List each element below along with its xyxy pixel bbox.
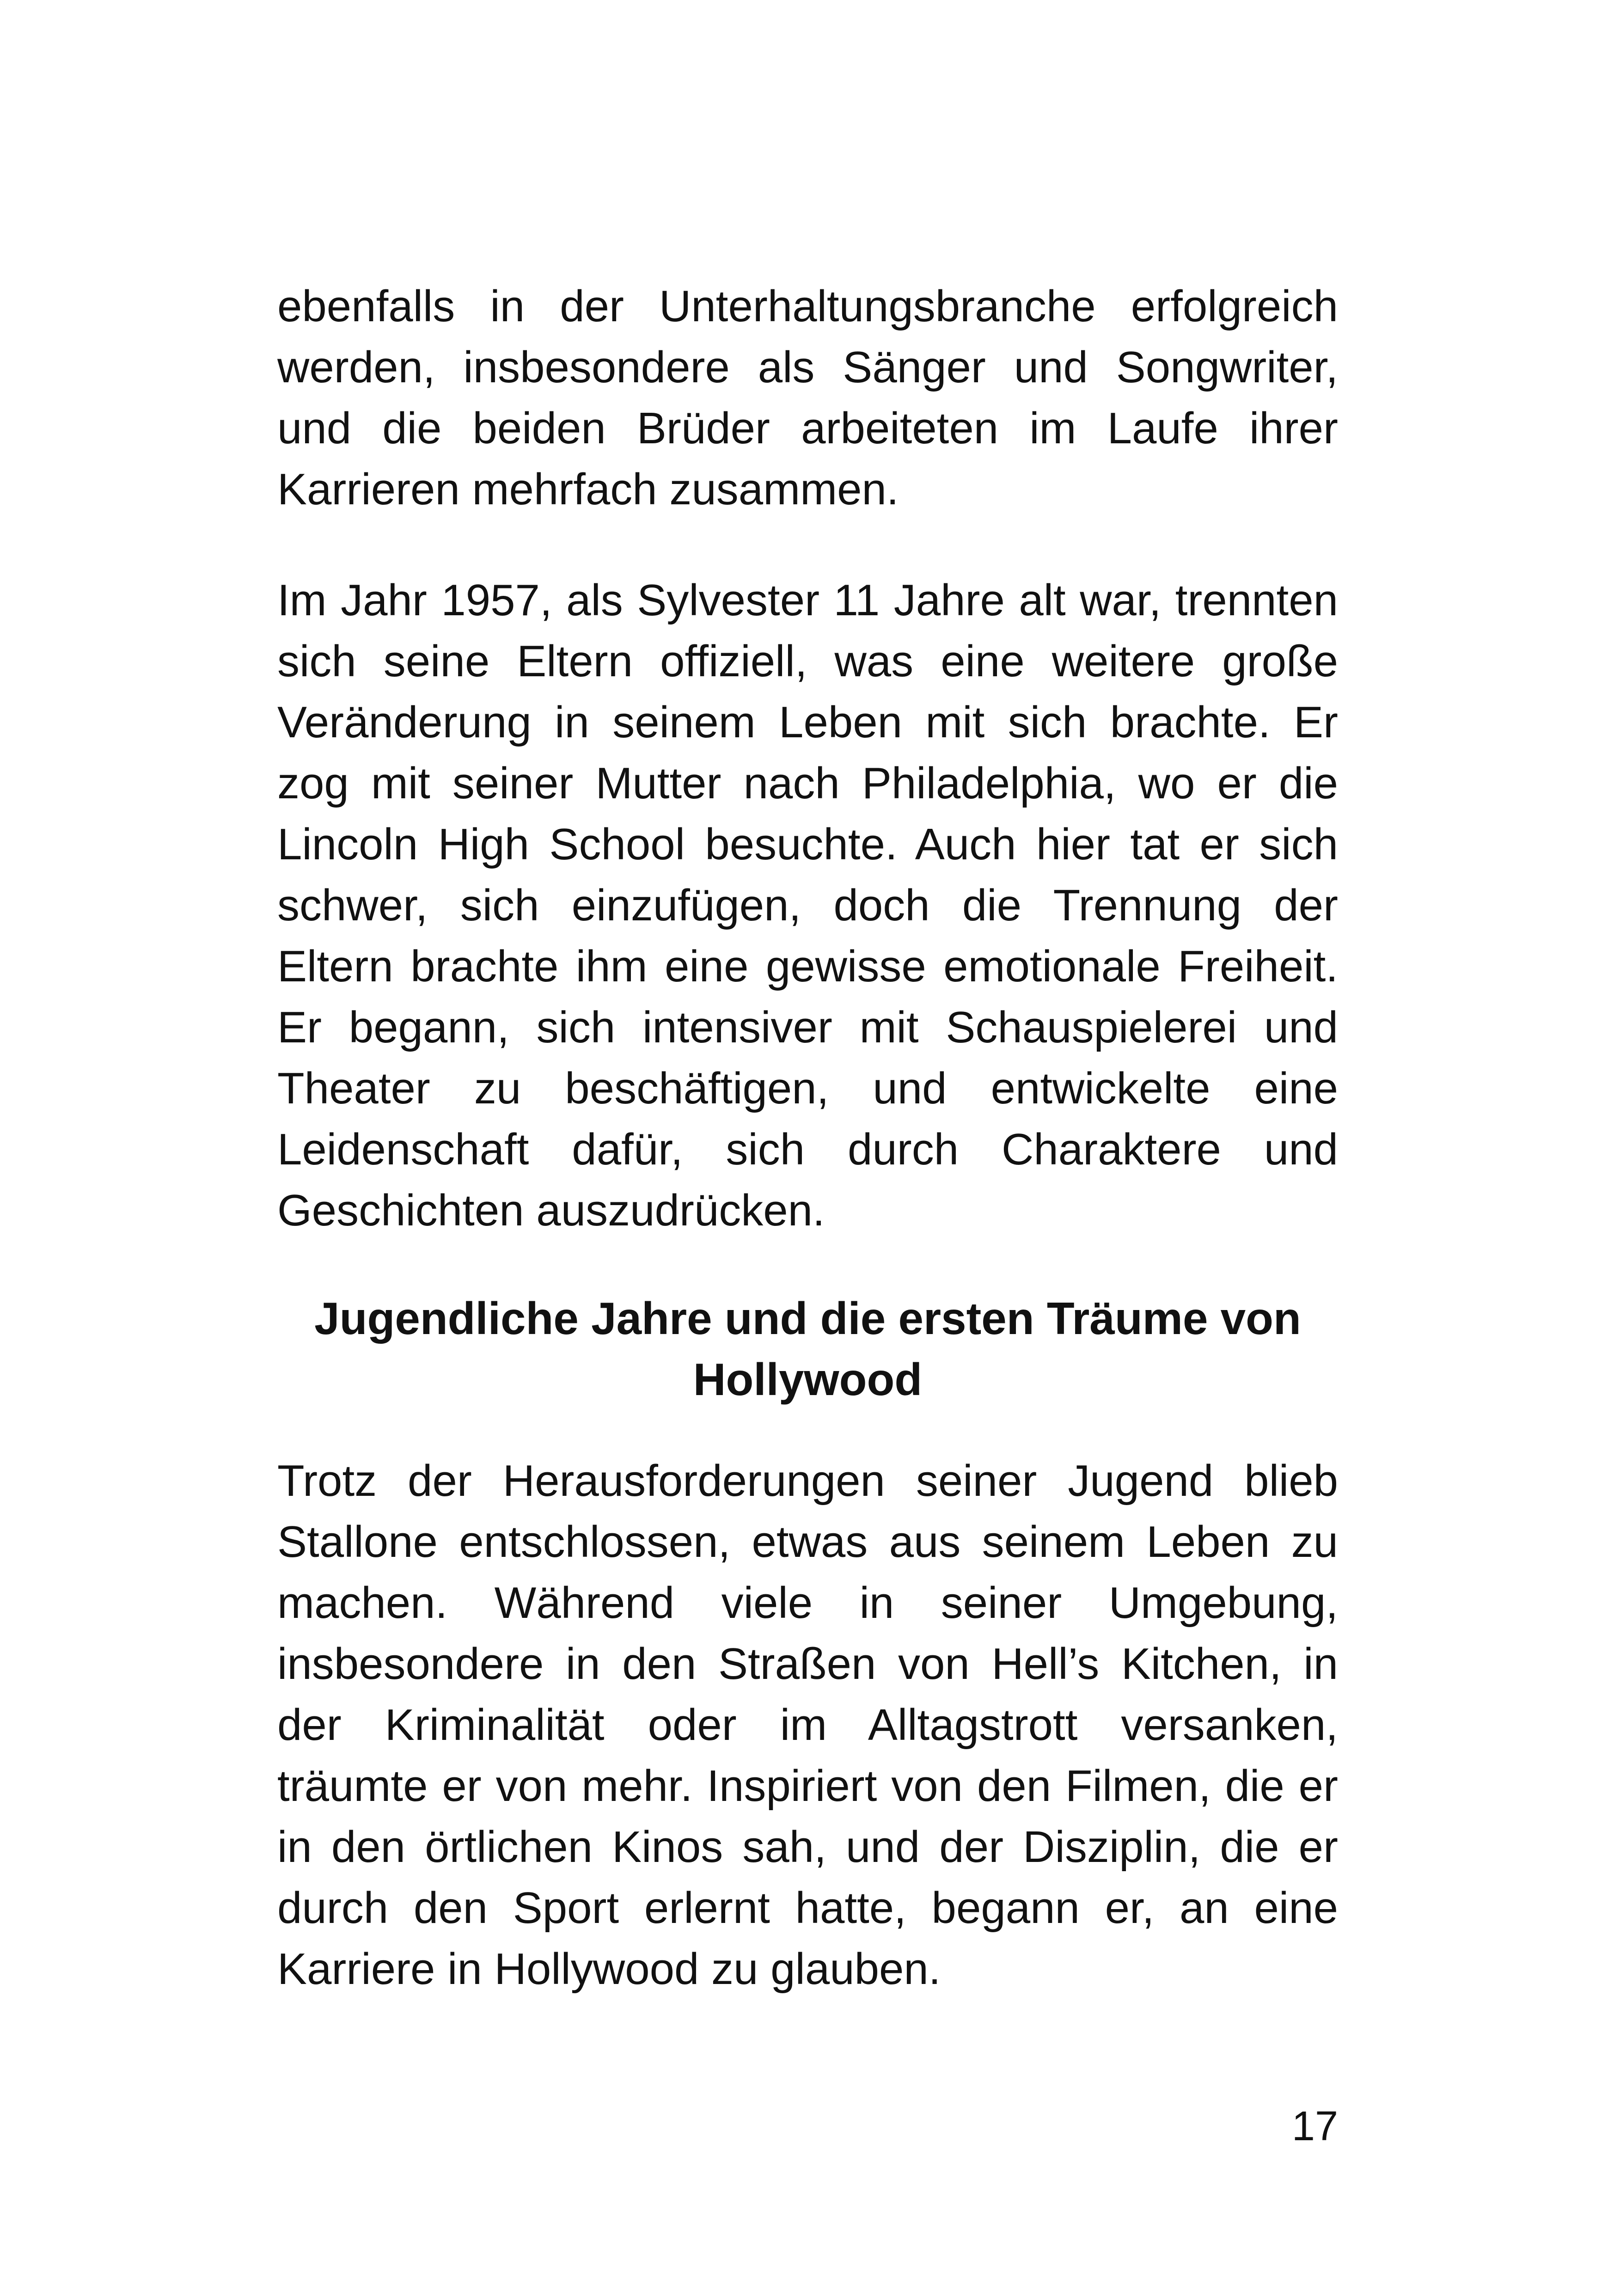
- page-number: 17: [1291, 2103, 1338, 2149]
- section-heading: Jugendliche Jahre und die ersten Träume von Hollywood: [314, 1293, 1301, 1405]
- paragraph-1: ebenfalls in der Unterhaltungsbranche erfolgreich werden, insbesondere als Sänger und Songwriter, und die beiden Brüder arbeiteten im Laufe ihrer Karrieren mehrfach zusammen.: [277, 282, 1338, 514]
- paragraph-2: Im Jahr 1957, als Sylvester 11 Jahre alt war, trennten sich seine Eltern offiziell, was eine weitere große Veränderung in seinem Leben mit sich brachte. Er zog mit seiner Mutter nach Philadelphia, wo er die Lincoln High School besuchte. Auch hier tat er sich schwer, sich einzufügen, doch die Trennung der Eltern brachte ihm eine gewisse emotionale Freiheit. Er begann, sich intensiver mit Schauspielerei und Theater zu beschäftigen, und entwickelte eine Leidenschaft dafür, sich durch Charaktere und Geschichten auszudrücken.: [277, 576, 1338, 1235]
- paragraph-3: Trotz der Herausforderungen seiner Jugend blieb Stallone entschlossen, etwas aus seinem Leben zu machen. Während viele in seiner Umgebung, insbesondere in den Straßen von Hell’s Kitchen, in der Kriminalität oder im Alltagstrott versanken, träumte er von mehr. Inspiriert von den Filmen, die er in den örtlichen Kinos sah, und der Disziplin, die er durch den Sport erlernt hatte, begann er, an eine Karriere in Hollywood zu glauben.: [277, 1456, 1338, 1994]
